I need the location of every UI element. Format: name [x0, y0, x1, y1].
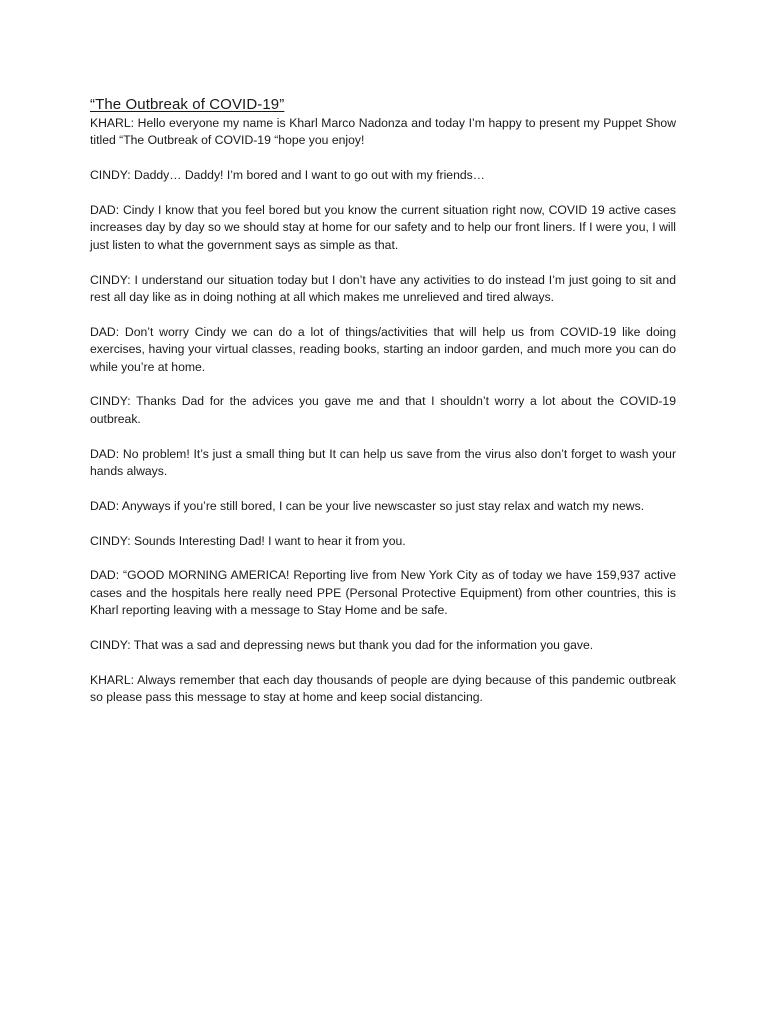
- paragraph-kharl-closing: KHARL: Always remember that each day thousands of people are dying because of this pandemic outbreak so please pass this message to stay at home and keep social distancing.: [90, 672, 676, 705]
- document-title: “The Outbreak of COVID-19”: [90, 96, 285, 113]
- paragraph-dad-situation: DAD: Cindy I know that you feel bored but you know the current situation right now, COVID 19 active cases increases day by day so we should stay at home for our safety and to help our front liners. If I were you, I will just listen to what the government says as simple as that.: [90, 203, 676, 252]
- paragraph-cindy-thanks: CINDY: Thanks Dad for the advices you gave me and that I shouldn’t worry a lot about the COVID-19 outbreak.: [90, 394, 676, 426]
- paragraph-dad-news-report: DAD: “GOOD MORNING AMERICA! Reporting live from New York City as of today we have 159,937 active cases and the hospitals here really need PPE (Personal Protective Equipment) from other countries, this is Kharl reporting leaving with a message to Stay Home and be safe.: [90, 568, 676, 618]
- document-body: [90, 96, 676, 707]
- paragraph-kharl-intro: KHARL: Hello everyone my name is Kharl Marco Nadonza and today I’m happy to present my Puppet Show titled “The Outbreak of COVID-19 “hope you enjoy!: [90, 116, 676, 148]
- paragraph-cindy-sad-news: CINDY: That was a sad and depressing news but thank you dad for the information you gave.: [90, 638, 594, 653]
- paragraph-cindy-bored: CINDY: Daddy… Daddy! I’m bored and I want to go out with my friends…: [90, 168, 485, 183]
- paragraph-dad-newscaster: DAD: Anyways if you’re still bored, I can be your live newscaster so just stay relax and watch my news.: [90, 498, 645, 513]
- paragraph-cindy-interesting: CINDY: Sounds Interesting Dad! I want to hear it from you.: [90, 533, 406, 548]
- paragraph-cindy-understand: CINDY: I understand our situation today but I don’t have any activities to do instead I’m just going to sit and rest all day like as in doing nothing at all which makes me unrelieved and tired always.: [90, 272, 676, 305]
- paragraph-dad-wash-hands: DAD: No problem! It’s just a small thing but It can help us save from the virus also don’t forget to wash your hands always.: [90, 446, 676, 479]
- paragraph-dad-activities: DAD: Don’t worry Cindy we can do a lot of things/activities that will help us from COVID-19 like doing exercises, having your virtual classes, reading books, starting an indoor garden, and much more you can do while you’re at home.: [90, 324, 676, 374]
